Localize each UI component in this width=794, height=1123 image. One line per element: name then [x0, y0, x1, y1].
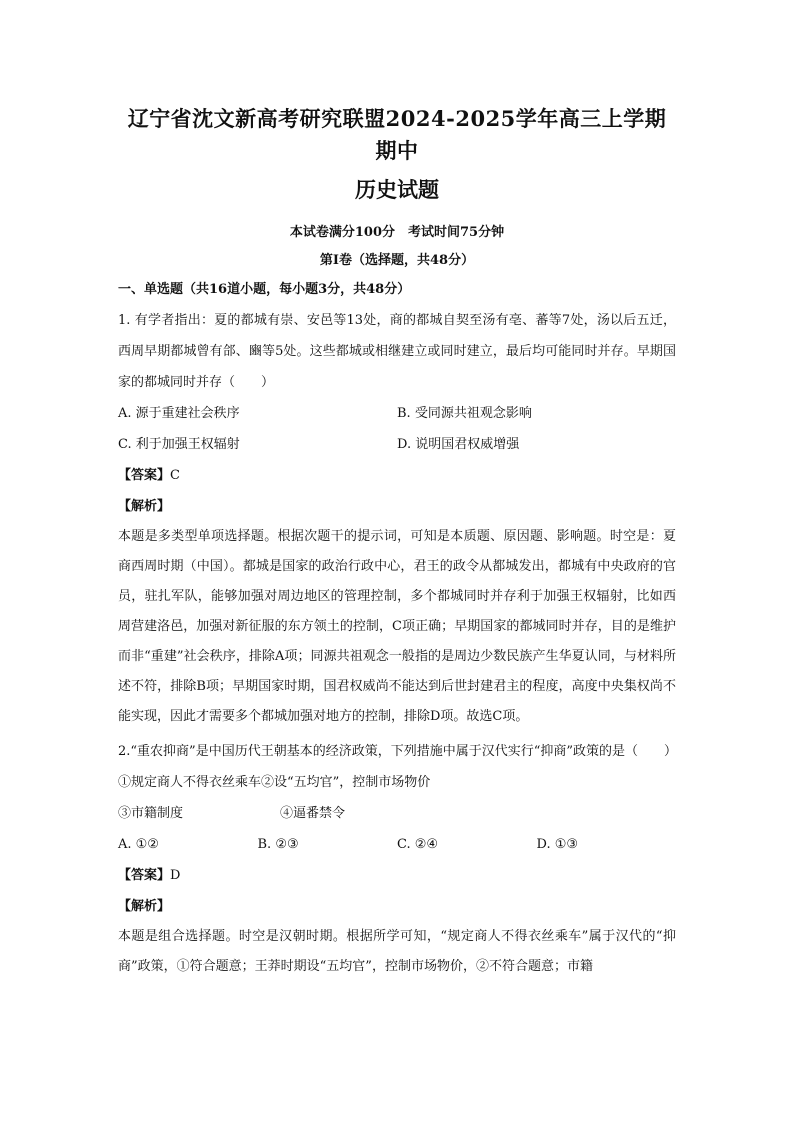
analysis-label: 【解析】	[118, 899, 171, 914]
analysis-text: 本题是组合选择题。时空是汉朝时期。根据所学可知，“规定商人不得衣丝乘车”属于汉代的“抑商”政策，①符合题意；王莽时期设“五均官”，控制市场物价，②不符合题意；市籍	[118, 929, 676, 974]
part-heading: 第Ⅰ卷（选择题，共48分）	[319, 253, 475, 268]
option-c: C. 利于加强王权辐射	[118, 437, 240, 452]
question-1-options	[118, 398, 676, 460]
answer-value: C	[170, 468, 180, 483]
question-2-answer	[118, 860, 676, 891]
section-heading: 一、单选题（共16道小题，每小题3分，共48分）	[118, 282, 411, 297]
question-2-stem: 2.“重农抑商”是中国历代王朝基本的经济政策，下列措施中属于汉代实行“抑商”政策的是（ ）	[118, 744, 677, 759]
option-c: C. ②④	[397, 837, 439, 852]
page-title: 辽宁省沈文新高考研究联盟2024-2025学年高三上学期期中	[127, 106, 667, 163]
question-1-stem: 1. 有学者指出：夏的都城有崇、安邑等13处，商的都城自契至汤有亳、蕃等7处，汤以后五迁，西周早期都城曾有郃、豳等5处。这些都城或相继建立或同时建立，最后均可能同时并存。早期国家的都城同时并存（ ）	[118, 313, 676, 390]
answer-value: D	[170, 868, 181, 883]
analysis-label: 【解析】	[118, 499, 171, 514]
question-2	[118, 736, 676, 767]
question-2-analysis	[118, 922, 676, 982]
analysis-text: 本题是多类型单项选择题。根据次题干的提示词，可知是本质题、原因题、影响题。时空是：夏商西周时期（中国）。都城是国家的政治行政中心，君王的政令从都城发出，都城有中央政府的官员，驻扎军队，能够加强对周边地区的管理控制，多个都城同时并存利于加强王权辐射，比如西周营建洛邑，加强对新征服的东方领土的控制，C项正确；早期国家的都城同时并存，目的是维护而非“重建”社会秩序，排除A项；同源共祖观念一般指的是周边少数民族产生华夏认同，与材料所述不符，排除B项；早期国家时期，国君权威尚不能达到后世封建君主的程度，高度中央集权尚不能实现，因此才需要多个都城加强对地方的控制，排除D项。故选C项。	[118, 529, 676, 724]
question-2-items-3-4	[118, 798, 676, 829]
option-a: A. 源于重建社会秩序	[118, 406, 240, 421]
option-b: B. 受同源共祖观念影响	[397, 406, 532, 421]
question-1-analysis	[118, 522, 676, 732]
page-subtitle: 历史试题	[355, 177, 439, 202]
question-1-answer	[118, 460, 676, 491]
exam-meta: 本试卷满分100分 考试时间75分钟	[289, 225, 505, 240]
question-2-item-1-2: ①规定商人不得衣丝乘车②设“五均官”，控制市场物价	[118, 775, 431, 790]
question-2-analysis-label	[118, 891, 676, 922]
answer-label: 【答案】	[118, 468, 171, 483]
question-2-item-3: ③市籍制度	[118, 806, 184, 821]
option-d: D. ①③	[536, 837, 579, 852]
answer-label: 【答案】	[118, 868, 171, 883]
question-2-options	[118, 829, 676, 860]
question-2-item-4: ④逼番禁令	[280, 806, 346, 821]
question-1-analysis-label	[118, 491, 676, 522]
question-1	[118, 305, 676, 398]
option-a: A. ①②	[118, 837, 159, 852]
option-d: D. 说明国君权威增强	[397, 437, 520, 452]
option-b: B. ②③	[257, 837, 299, 852]
